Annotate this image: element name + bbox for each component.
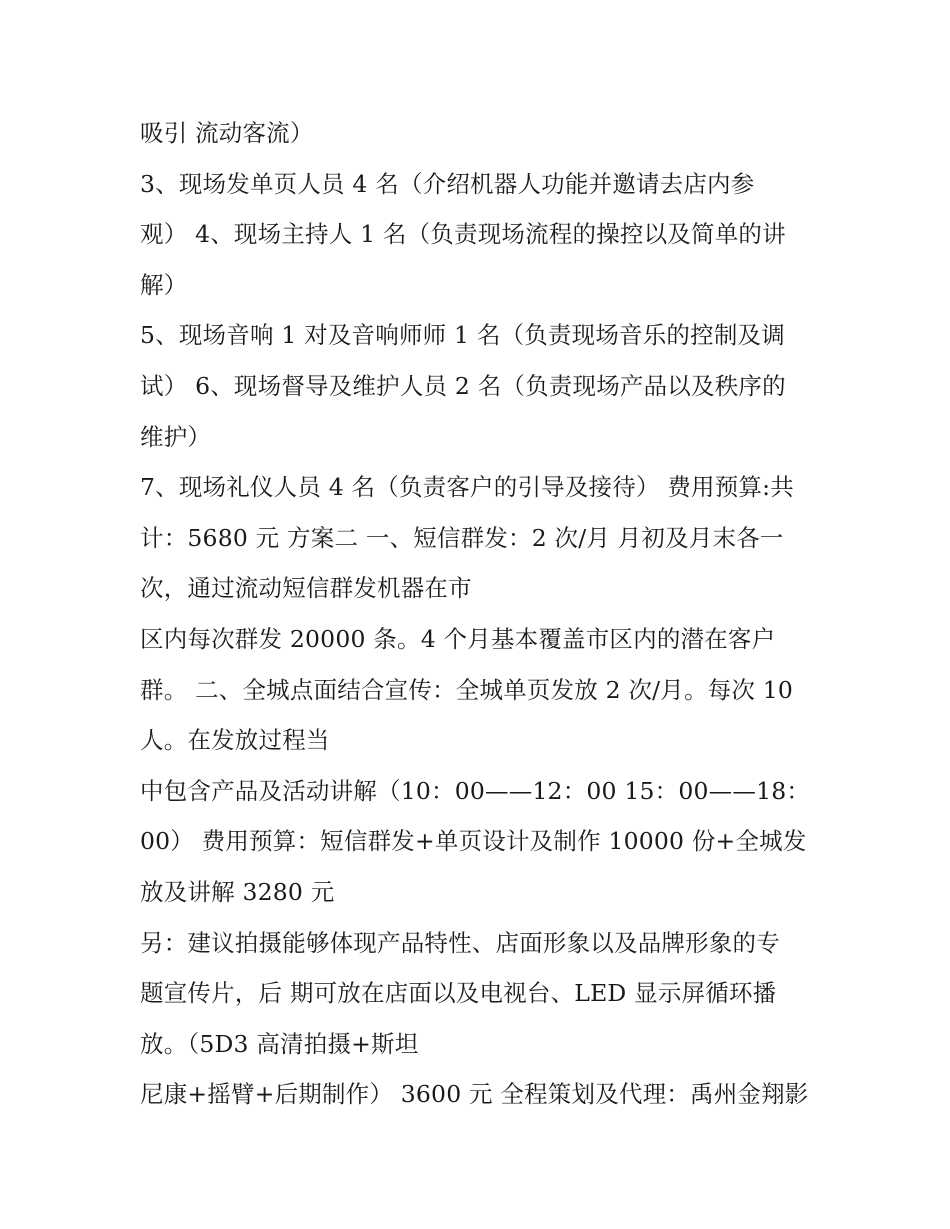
text-line: 00） 费用预算：短信群发+单页设计及制作 10000 份+全城发 bbox=[140, 827, 807, 856]
text-line: 放及讲解 3280 元 bbox=[140, 877, 335, 906]
text-line: 吸引 流动客流） bbox=[140, 119, 314, 147]
text-line: 5、现场音响 1 对及音响师师 1 名（负责现场音乐的控制及调 bbox=[140, 321, 785, 350]
text-line: 群。 二、全城点面结合宣传：全城单页发放 2 次/月。每次 10 bbox=[140, 675, 794, 704]
document-body bbox=[140, 108, 830, 1120]
text-line: 放。（5D3 高清拍摄+斯坦 bbox=[140, 1029, 419, 1058]
text-line: 试） 6、现场督导及维护人员 2 名（负责现场产品以及秩序的 bbox=[140, 371, 786, 400]
text-line: 尼康+摇臂+后期制作） 3600 元 全程策划及代理：禹州金翔影 bbox=[140, 1080, 809, 1109]
text-line: 中包含产品及活动讲解（10：00——12：00 15：00——18： bbox=[140, 776, 811, 805]
text-line: 次，通过流动短信群发机器在市 bbox=[140, 574, 472, 603]
text-line: 题宣传片，后 期可放在店面以及电视台、LED 显示屏循环播 bbox=[140, 979, 777, 1008]
text-line: 解） bbox=[140, 270, 188, 299]
text-line: 维护） bbox=[140, 422, 212, 451]
text-line: 另：建议拍摄能够体现产品特性、店面形象以及品牌形象的专 bbox=[140, 928, 780, 957]
text-line: 区内每次群发 20000 条。4 个月基本覆盖市区内的潜在客户 bbox=[140, 624, 776, 653]
text-line: 7、现场礼仪人员 4 名（负责客户的引导及接待） 费用预算:共 bbox=[140, 473, 794, 502]
text-line: 人。在发放过程当 bbox=[140, 726, 330, 755]
text-line: 3、现场发单页人员 4 名（介绍机器人功能并邀请去店内参 bbox=[140, 169, 755, 198]
text-line: 计：5680 元 方案二 一、短信群发：2 次/月 月初及月末各一 bbox=[140, 523, 784, 552]
text-line: 观） 4、现场主持人 1 名（负责现场流程的操控以及简单的讲 bbox=[140, 220, 786, 249]
